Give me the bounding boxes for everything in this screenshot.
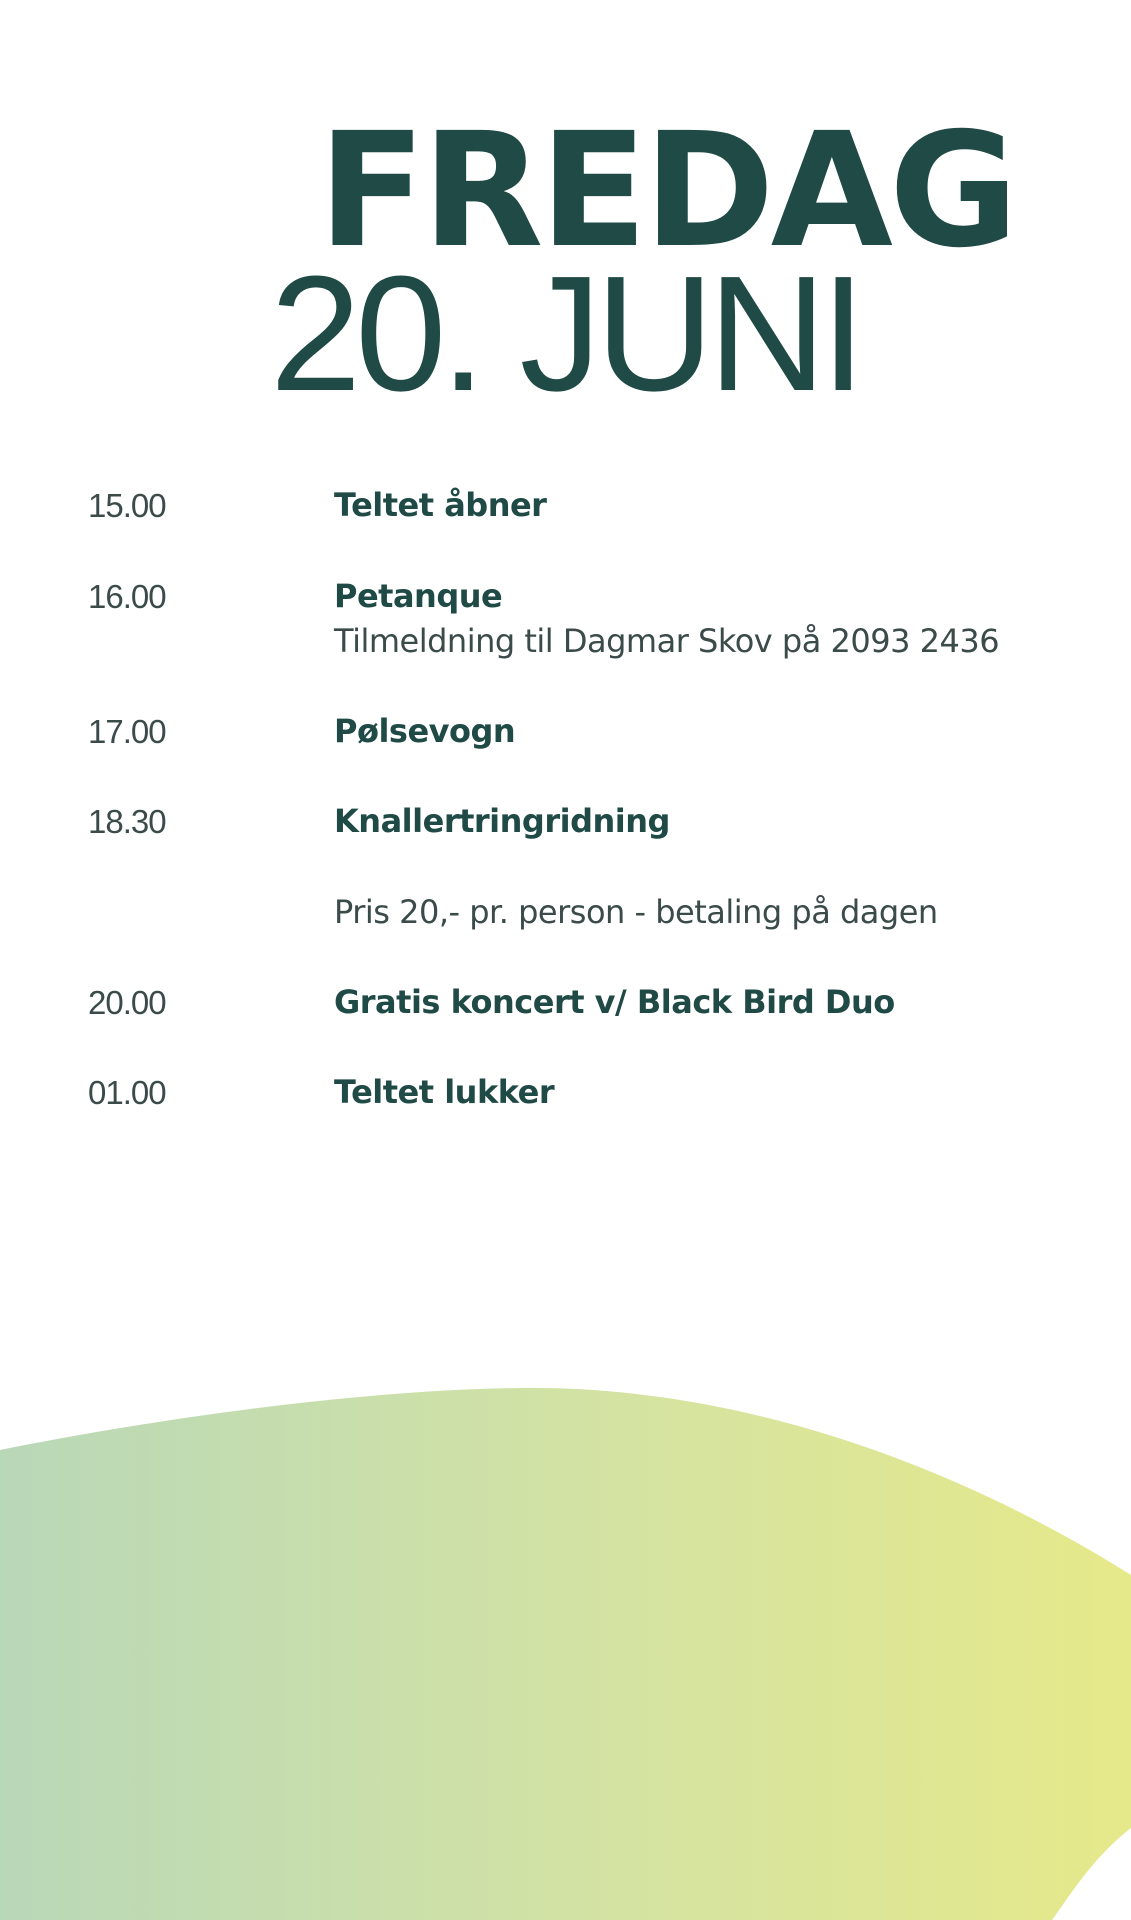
event-time: 18.30 <box>88 803 166 840</box>
event-time: 16.00 <box>88 578 166 615</box>
event-time: 15.00 <box>88 487 166 524</box>
event-time: 17.00 <box>88 713 166 750</box>
date-title: 20. JUNI <box>270 242 860 425</box>
event-title: Teltet lukker <box>334 1073 555 1111</box>
event-time: 01.00 <box>88 1074 166 1111</box>
day-title: FREDAG <box>318 99 1015 283</box>
event-title: Gratis koncert v/ Black Bird Duo <box>334 983 895 1021</box>
event-note: Tilmeldning til Dagmar Skov på 2093 2436 <box>334 622 1000 660</box>
event-note: Pris 20,- pr. person - betaling på dagen <box>334 893 938 931</box>
event-title: Petanque <box>334 577 503 615</box>
event-title: Knallertringridning <box>334 802 670 840</box>
event-time: 20.00 <box>88 984 166 1021</box>
event-title: Teltet åbner <box>334 486 547 524</box>
event-title: Pølsevogn <box>334 712 516 750</box>
